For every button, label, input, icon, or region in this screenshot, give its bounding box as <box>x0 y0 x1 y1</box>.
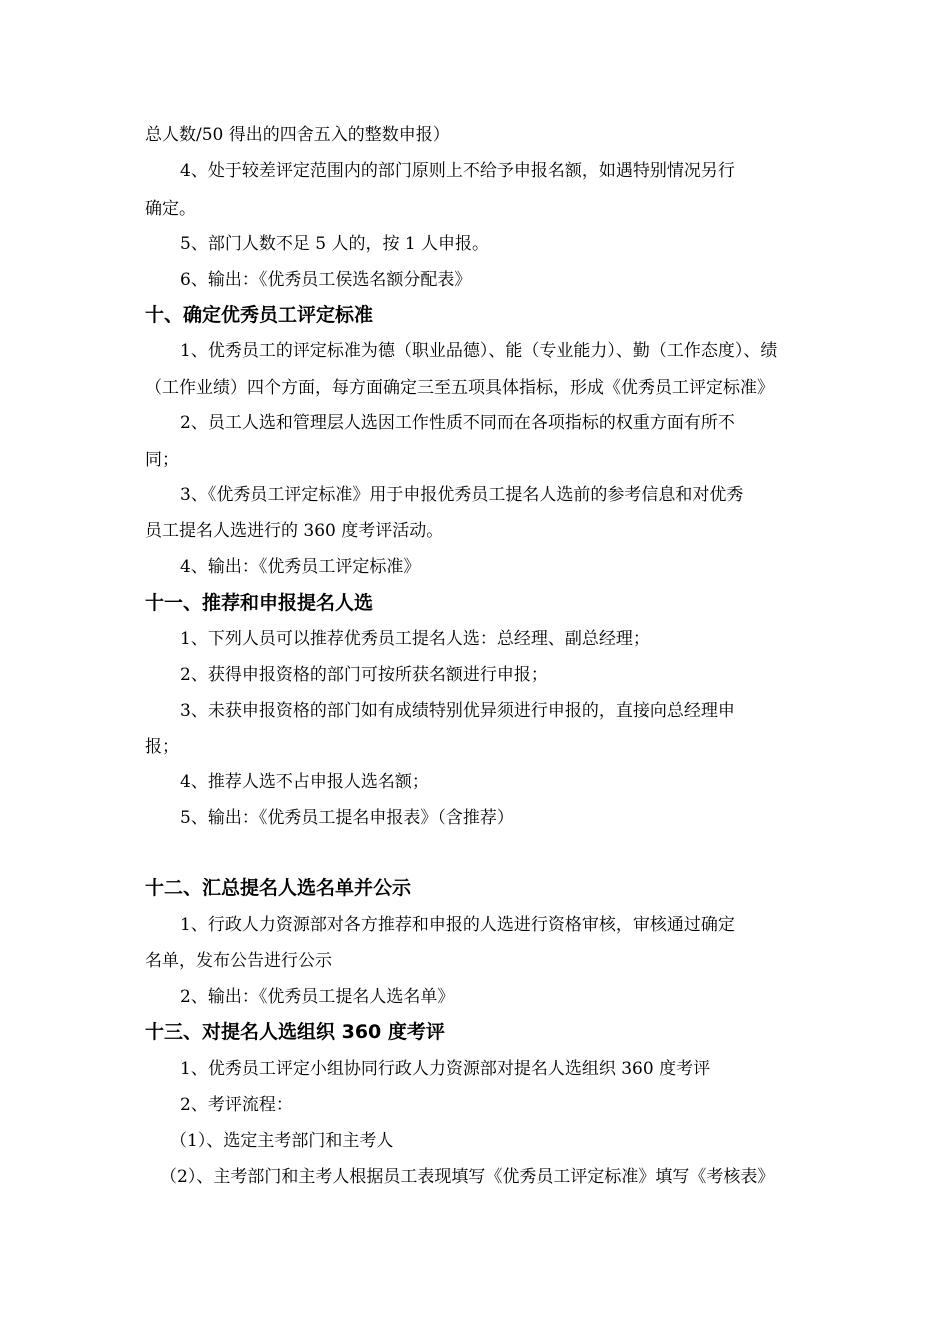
paragraph-line: 5、输出：《优秀员工提名申报表》（含推荐） <box>180 808 514 828</box>
paragraph-line: 3、未获申报资格的部门如有成绩特别优异须进行申报的，直接向总经理申 <box>180 701 735 721</box>
paragraph-line: 2、考评流程： <box>180 1095 293 1115</box>
paragraph-line: 3、《优秀员工评定标准》用于申报优秀员工提名人选前的参考信息和对优秀 <box>180 485 744 505</box>
paragraph-line: 5、部门人数不足 5 人的，按 1 人申报。 <box>180 234 490 254</box>
paragraph-line: 确定。 <box>145 199 196 219</box>
paragraph-line: （2）、主考部门和主考人根据员工表现填写《优秀员工评定标准》填写《考核表》 <box>160 1167 775 1187</box>
paragraph-line: 6、输出：《优秀员工侯选名额分配表》 <box>180 270 472 290</box>
paragraph-line: 1、优秀员工评定小组协同行政人力资源部对提名人选组织 360 度考评 <box>180 1059 711 1079</box>
paragraph-line: 名单，发布公告进行公示 <box>145 951 332 971</box>
paragraph-line: 2、输出：《优秀员工提名人选名单》 <box>180 987 455 1007</box>
paragraph-line: 4、推荐人选不占申报人选名额； <box>180 772 429 792</box>
section-heading: 十一、推荐和申报提名人选 <box>145 592 374 614</box>
paragraph-line: 报； <box>145 737 179 757</box>
paragraph-line: （1）、选定主考部门和主考人 <box>170 1131 394 1151</box>
paragraph-line: （工作业绩）四个方面，每方面确定三至五项具体指标，形成《优秀员工评定标准》 <box>145 378 774 398</box>
paragraph-line: 2、员工人选和管理层人选因工作性质不同而在各项指标的权重方面有所不 <box>180 413 735 433</box>
section-heading: 十、确定优秀员工评定标准 <box>145 304 374 326</box>
paragraph-line: 2、获得申报资格的部门可按所获名额进行申报； <box>180 665 548 685</box>
paragraph-line: 1、行政人力资源部对各方推荐和申报的人选进行资格审核，审核通过确定 <box>180 915 735 935</box>
paragraph-line: 同； <box>145 450 179 470</box>
paragraph-line: 总人数/50 得出的四舍五入的整数申报） <box>145 125 450 145</box>
paragraph-line: 员工提名人选进行的 360 度考评活动。 <box>145 521 444 541</box>
paragraph-line: 4、处于较差评定范围内的部门原则上不给予申报名额，如遇特别情况另行 <box>180 161 735 181</box>
section-heading: 十二、汇总提名人选名单并公示 <box>145 877 412 899</box>
section-heading: 十三、对提名人选组织 360 度考评 <box>145 1021 445 1043</box>
paragraph-line: 1、优秀员工的评定标准为德（职业品德）、能（专业能力）、勤（工作态度）、绩 <box>180 341 778 361</box>
paragraph-line: 4、输出：《优秀员工评定标准》 <box>180 557 421 577</box>
paragraph-line: 1、下列人员可以推荐优秀员工提名人选：总经理、副总经理； <box>180 629 650 649</box>
